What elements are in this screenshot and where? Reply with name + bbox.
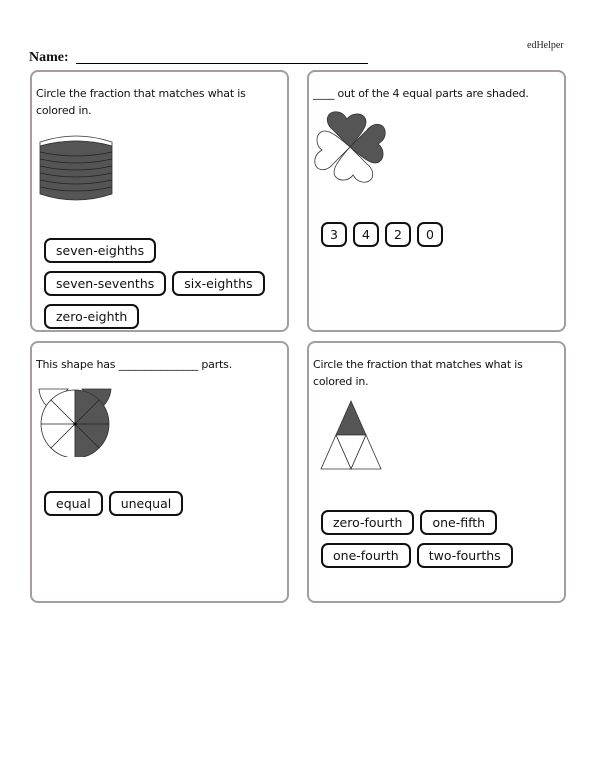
- question-prompt: ____ out of the 4 equal parts are shaded.: [313, 87, 529, 100]
- answer-option[interactable]: equal: [44, 491, 103, 516]
- answer-option[interactable]: two-fourths: [417, 543, 513, 568]
- question-card-4: [307, 341, 566, 603]
- name-input-line[interactable]: [76, 63, 368, 64]
- answer-option[interactable]: 3: [321, 222, 347, 247]
- answer-option[interactable]: seven-eighths: [44, 238, 156, 263]
- triangle-figure: [319, 399, 387, 471]
- answer-option[interactable]: six-eighths: [172, 271, 264, 296]
- cylinder-figure: [38, 132, 114, 204]
- answer-option[interactable]: unequal: [109, 491, 184, 516]
- question-card-1: [30, 70, 289, 332]
- answer-option[interactable]: one-fourth: [321, 543, 411, 568]
- question-card-3: [30, 341, 289, 603]
- question-prompt: Circle the fraction that matches what is colored in.: [36, 87, 246, 117]
- question-prompt: This shape has _______________ parts.: [36, 358, 232, 371]
- answer-option[interactable]: one-fifth: [420, 510, 497, 535]
- brand-label: edHelper: [527, 40, 564, 51]
- answer-option[interactable]: zero-eighth: [44, 304, 139, 329]
- answer-option[interactable]: 0: [417, 222, 443, 247]
- clover-figure: [313, 110, 387, 184]
- question-prompt: Circle the fraction that matches what is colored in.: [313, 358, 523, 388]
- name-label: Name:: [29, 50, 69, 65]
- question-card-2: [307, 70, 566, 332]
- cat-face-figure: [38, 385, 112, 457]
- answer-option[interactable]: zero-fourth: [321, 510, 414, 535]
- answer-option[interactable]: 4: [353, 222, 379, 247]
- answer-option[interactable]: seven-sevenths: [44, 271, 166, 296]
- answer-option[interactable]: 2: [385, 222, 411, 247]
